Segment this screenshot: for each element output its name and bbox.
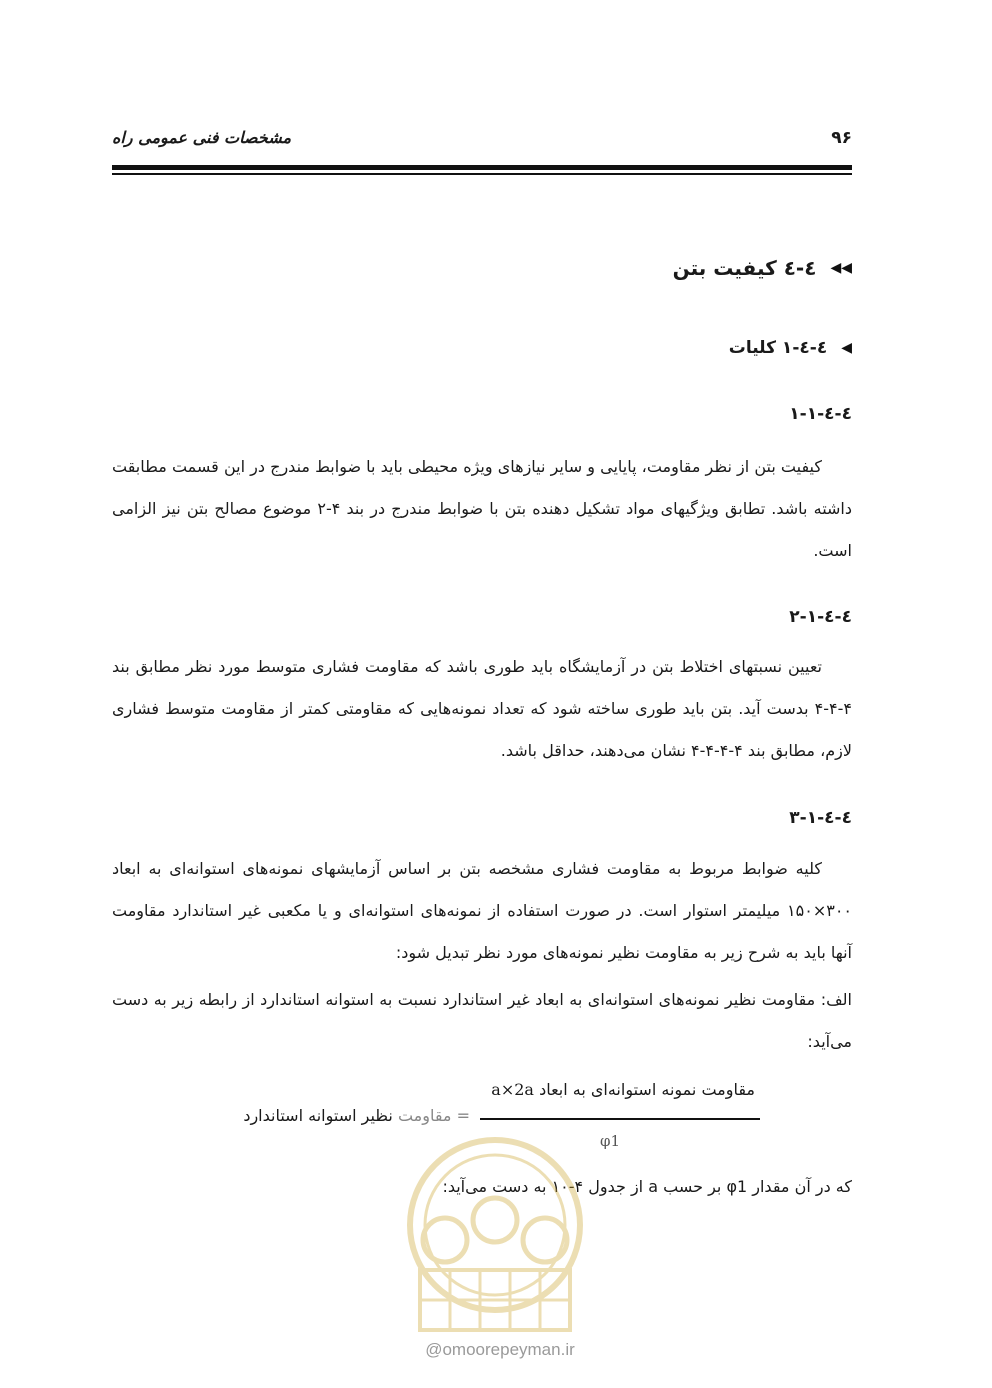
clause-number: ٤-٤-١-٢: [789, 607, 852, 627]
clause-paragraph: تعیین نسبتهای اختلاط بتن در آزمایشگاه باید طوری باشد که مقاومت فشاری متوسط مورد نظر مطابق بند ۴-۴-۴ بدست آید. بتن باید طوری ساخته شود که تعداد نمونه‌هایی که مقاومتی کمتر از مقاومت متوسط فشاری لازم، مطابق بند ۴-۴-۴-۴ نشان می‌دهند، حداقل باشد.: [112, 657, 852, 760]
watermark-text: @omoorepeyman.ir: [425, 1340, 575, 1359]
header-rule-thin: [112, 173, 852, 175]
formula-lhs: = مقاومت نظیر استوانه استاندارد: [243, 1106, 470, 1125]
section-heading-text: ٤-٤ کیفیت بتن: [672, 256, 817, 280]
formula-numerator: مقاومت نمونه استوانه‌ای به ابعاد a×2a: [491, 1080, 755, 1099]
header-rule-thick: [112, 165, 852, 170]
double-arrow-icon: ◀◀: [830, 260, 852, 276]
watermark-stamp-logo: [385, 1130, 605, 1345]
running-header-title: مشخصات فنی عمومی راه: [112, 128, 292, 147]
clause-number: ٤-٤-١-١: [789, 404, 852, 424]
fraction-line: [480, 1118, 760, 1120]
arrow-icon: ◀: [841, 340, 852, 356]
subsection-heading: [729, 338, 852, 358]
clause-paragraph: کیفیت بتن از نظر مقاومت، پایایی و سایر نیازهای ویژه محیطی باید با ضوابط مندرج در این قسمت مطابقت داشته باشد. تطابق ویژگیهای مواد تشکیل دهنده بتن با ضوابط مندرج در بند ۴-۲ موضوع مصالح بتن نیز الزامی است.: [112, 457, 853, 560]
page-number: ۹۶: [831, 128, 852, 148]
formula-denominator: φ1: [599, 1132, 620, 1150]
section-heading: [673, 256, 852, 280]
clause-number: ٤-٤-١-٣: [789, 808, 852, 828]
clause-paragraph: کلیه ضوابط مربوط به مقاومت فشاری مشخصه بتن بر اساس آزمایشهای نمونه‌های استوانه‌ای به ابعاد ۳۰۰×۱۵۰ میلیمتر استوار است. در صورت استفاده از نمونه‌های استوانه‌ای و یا مکعبی غیر استاندارد مقاومت آنها باید به شرح زیر به مقاومت نظیر نمونه‌های مورد نظر تبدیل شود:: [112, 859, 852, 962]
formula-note: که در آن مقدار φ1 بر حسب a از جدول ۴-۱۰ به دست می‌آید:: [442, 1177, 852, 1196]
subsection-heading-text: ٤-٤-١ کلیات: [728, 338, 828, 358]
list-item-alef: الف: مقاومت نظیر نمونه‌های استوانه‌ای به ابعاد غیر استاندارد نسبت به استوانه استاندارد از رابطه زیر به دست می‌آید:: [112, 990, 852, 1051]
